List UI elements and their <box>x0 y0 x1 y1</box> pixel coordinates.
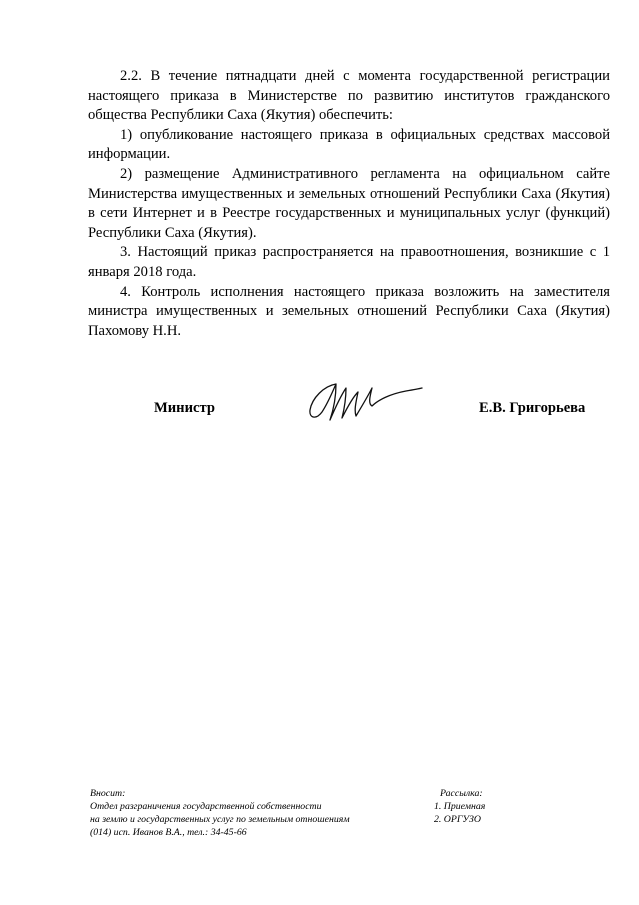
paragraph-placement: 2) размещение Административного регламента на официальном сайте Министерства имущественных и земельных отношений Республики Саха (Якутия) в сети Интернет и в Реестре государственных и муниципальных услуг (функций) Республики Саха (Якутия). <box>88 165 610 241</box>
document-body <box>88 67 610 341</box>
paragraph-2-2: 2.2. В течение пятнадцати дней с момента государственной регистрации настоящего приказа в Министерстве по развитию институтов гражданского общества Республики Саха (Якутия) обеспечить: <box>88 68 610 124</box>
submitter-line: (014) исп. Иванов В.А., тел.: 34-45-66 <box>90 827 247 838</box>
distribution-heading: Рассылка: <box>440 788 483 799</box>
submitter-line: Отдел разграничения государственной собственности <box>90 801 322 812</box>
handwritten-signature <box>306 376 424 430</box>
submitter-heading: Вносит: <box>90 788 126 799</box>
paragraph-publication: 1) опубликование настоящего приказа в официальных средствах массовой информации. <box>88 126 610 163</box>
distribution-item: 1. Приемная <box>434 801 486 812</box>
distribution-item: 2. ОРГУЗО <box>434 814 481 825</box>
submitter-line: на землю и государственных услуг по земельным отношениям <box>90 814 350 825</box>
signatory-title: Министр <box>154 400 215 416</box>
submitter-note <box>90 787 350 839</box>
signatory-name: Е.В. Григорьева <box>479 400 586 416</box>
paragraph-effective-date: 3. Настоящий приказ распространяется на правоотношения, возникшие с 1 января 2018 года. <box>88 244 610 280</box>
paragraph-control: 4. Контроль исполнения настоящего приказа возложить на заместителя министра имущественных и земельных отношений Республики Саха (Якутия) Пахомову Н.Н. <box>88 283 610 339</box>
distribution-list <box>434 787 485 826</box>
